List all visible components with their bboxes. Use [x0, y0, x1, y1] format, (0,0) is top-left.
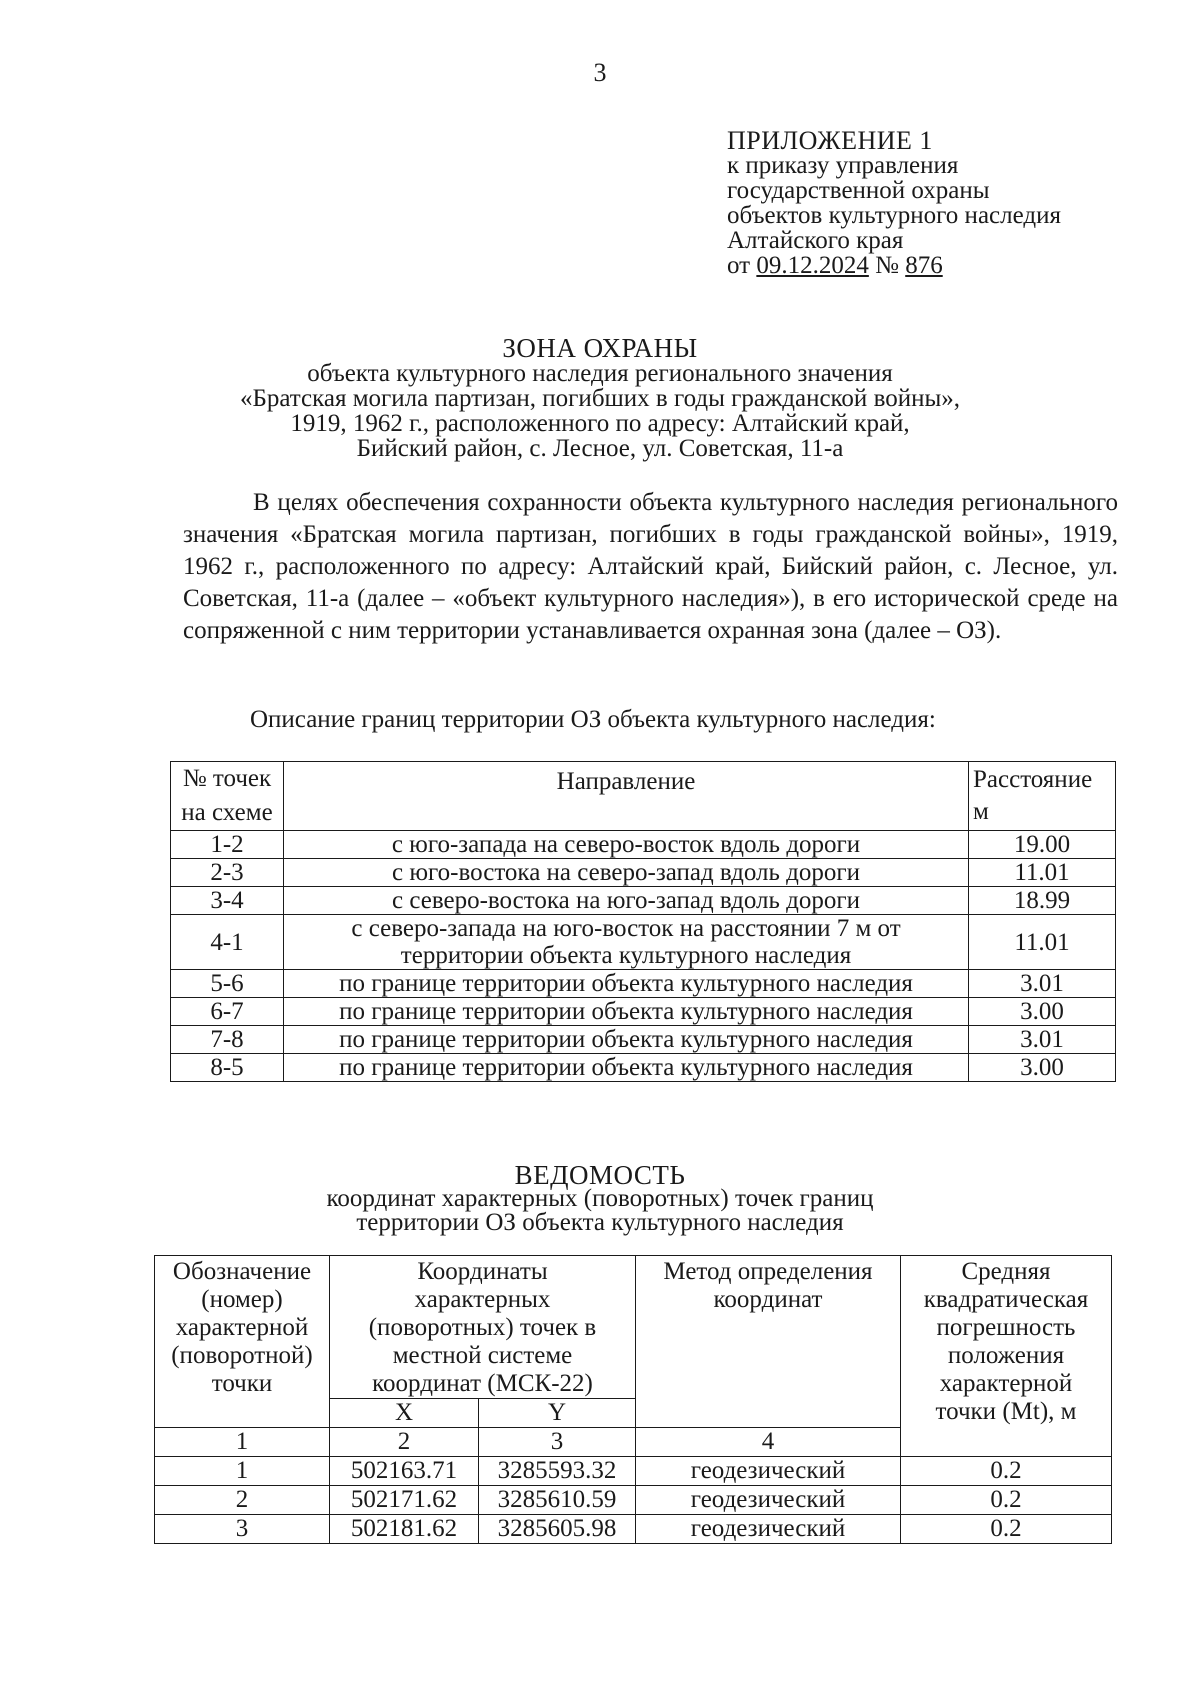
coordinates-table — [154, 1255, 1112, 1544]
cell-direction: по границе территории объекта культурного наследия — [284, 998, 969, 1026]
cell-points: 6-7 — [171, 998, 284, 1026]
cell-points: 8-5 — [171, 1054, 284, 1082]
cell-points: 3-4 — [171, 887, 284, 915]
header-x: X — [330, 1399, 479, 1428]
cell-direction — [284, 915, 969, 970]
zone-heading — [0, 333, 1200, 462]
header-points-line: № точек — [182, 765, 272, 792]
column-number: 2 — [330, 1428, 479, 1457]
header-line: (поворотной) — [171, 1342, 313, 1369]
zone-subtitle-line: 1919, 1962 г., расположенного по адресу: Алтайский край, — [290, 410, 910, 437]
header-direction: Направление — [284, 762, 969, 831]
table-row — [171, 887, 1116, 915]
cell-distance: 3.01 — [969, 1026, 1116, 1054]
table-row — [171, 915, 1116, 970]
intro-paragraph: В целях обеспечения сохранности объекта культурного наследия регионального значения «Братская могила партизан, погибших в годы гражданской войны», 1919, 1962 г., расположенного по адресу: Алтайский край, Бийский район, с. Лесное, ул. Советская, 11-а (далее – «объект культурного наследия»), в его исторической среде на сопряженной с ним территории устанавливается охранная зона (далее – ОЗ). — [183, 489, 1118, 644]
appendix-order-line — [727, 253, 1061, 278]
cell-point: 2 — [155, 1486, 330, 1515]
appendix-title: ПРИЛОЖЕНИЕ 1 — [727, 126, 933, 155]
cell-x: 502171.62 — [330, 1486, 479, 1515]
table-row — [171, 1054, 1116, 1082]
cell-error: 0.2 — [901, 1486, 1112, 1515]
zone-subtitle-line: объекта культурного наследия регионального значения — [307, 360, 893, 387]
header-distance — [969, 762, 1116, 831]
table-row — [171, 998, 1116, 1026]
cell-distance: 11.01 — [969, 859, 1116, 887]
table-row — [155, 1515, 1112, 1544]
column-number: 4 — [636, 1428, 901, 1457]
order-date: 09.12.2024 — [756, 252, 869, 279]
order-number-label: № — [875, 252, 899, 279]
cell-point: 1 — [155, 1457, 330, 1486]
cell-direction-line: с северо-запада на юго-восток на расстоянии 7 м от — [351, 915, 901, 942]
cell-y: 3285605.98 — [479, 1515, 636, 1544]
table-header-row — [155, 1256, 1112, 1399]
order-from-label: от — [727, 252, 751, 279]
cell-points: 5-6 — [171, 970, 284, 998]
vedomost-heading — [0, 1160, 1200, 1236]
header-line: погрешность — [936, 1314, 1076, 1341]
table-row — [171, 1026, 1116, 1054]
vedomost-subtitle-line: территории ОЗ объекта культурного наследия — [356, 1209, 844, 1236]
appendix-line: государственной охраны — [727, 177, 990, 204]
cell-direction-line: территории объекта культурного наследия — [400, 942, 852, 969]
header-line: Метод определения — [663, 1258, 873, 1285]
cell-direction: с северо-востока на юго-запад вдоль дороги — [284, 887, 969, 915]
header-y: Y — [479, 1399, 636, 1428]
table-row — [155, 1457, 1112, 1486]
header-line: (номер) — [201, 1286, 283, 1313]
zone-subtitle-line: «Братская могила партизан, погибших в годы гражданской войны», — [239, 385, 961, 412]
header-line: точки (Mt), м — [935, 1398, 1077, 1425]
header-line: координат — [713, 1286, 823, 1313]
cell-method: геодезический — [636, 1457, 901, 1486]
header-line: характерных — [414, 1286, 551, 1313]
cell-error: 0.2 — [901, 1457, 1112, 1486]
cell-point: 3 — [155, 1515, 330, 1544]
header-distance-line: Расстояние — [973, 766, 1093, 793]
header-line: Обозначение — [172, 1258, 312, 1285]
header-line: местной системе — [392, 1342, 573, 1369]
zone-subtitle-line: Бийский район, с. Лесное, ул. Советская, 11-а — [356, 435, 844, 462]
header-line: положения — [947, 1342, 1065, 1369]
header-line: (поворотных) точек в — [368, 1314, 597, 1341]
header-line: характерной — [939, 1370, 1073, 1397]
boundary-caption: Описание границ территории ОЗ объекта культурного наследия: — [250, 706, 936, 733]
appendix-line: объектов культурного наследия — [727, 202, 1061, 229]
table-row — [171, 831, 1116, 859]
cell-method: геодезический — [636, 1515, 901, 1544]
cell-distance: 19.00 — [969, 831, 1116, 859]
order-number: 876 — [905, 252, 943, 279]
cell-distance: 3.01 — [969, 970, 1116, 998]
header-error — [901, 1256, 1112, 1457]
header-designation — [155, 1256, 330, 1428]
cell-distance: 3.00 — [969, 998, 1116, 1026]
header-points — [171, 762, 284, 831]
cell-points: 2-3 — [171, 859, 284, 887]
table-row — [171, 859, 1116, 887]
column-number: 3 — [479, 1428, 636, 1457]
cell-error: 0.2 — [901, 1515, 1112, 1544]
cell-points: 1-2 — [171, 831, 284, 859]
cell-y: 3285610.59 — [479, 1486, 636, 1515]
cell-method: геодезический — [636, 1486, 901, 1515]
cell-points: 4-1 — [171, 915, 284, 970]
appendix-line: к приказу управления — [727, 152, 959, 179]
cell-distance: 18.99 — [969, 887, 1116, 915]
cell-direction: по границе территории объекта культурного наследия — [284, 970, 969, 998]
cell-direction: с юго-востока на северо-запад вдоль дороги — [284, 859, 969, 887]
cell-y: 3285593.32 — [479, 1457, 636, 1486]
table-row — [171, 970, 1116, 998]
appendix-line: Алтайского края — [727, 227, 904, 254]
header-line: квадратическая — [923, 1286, 1089, 1313]
zone-title: ЗОНА ОХРАНЫ — [502, 333, 698, 363]
header-distance-line: м — [973, 798, 989, 825]
appendix-block — [727, 128, 1061, 278]
cell-distance: 11.01 — [969, 915, 1116, 970]
header-method — [636, 1256, 901, 1428]
header-coordinates — [330, 1256, 636, 1399]
header-line: координат (МСК-22) — [372, 1370, 593, 1397]
cell-points: 7-8 — [171, 1026, 284, 1054]
vedomost-title: ВЕДОМОСТЬ — [514, 1160, 686, 1190]
table-row — [155, 1486, 1112, 1515]
cell-x: 502181.62 — [330, 1515, 479, 1544]
table-header-row — [171, 762, 1116, 831]
cell-direction: с юго-запада на северо-восток вдоль дороги — [284, 831, 969, 859]
header-line: Координаты — [417, 1258, 548, 1285]
header-line: точки — [211, 1370, 273, 1397]
cell-x: 502163.71 — [330, 1457, 479, 1486]
vedomost-subtitle-line: координат характерных (поворотных) точек границ — [326, 1185, 874, 1212]
header-line: Средняя — [961, 1258, 1051, 1285]
page-number: 3 — [593, 58, 607, 87]
header-points-line: на схеме — [181, 799, 273, 826]
cell-direction: по границе территории объекта культурного наследия — [284, 1026, 969, 1054]
column-number: 1 — [155, 1428, 330, 1457]
header-line: характерной — [175, 1314, 309, 1341]
boundary-table — [170, 761, 1116, 1082]
cell-direction: по границе территории объекта культурного наследия — [284, 1054, 969, 1082]
cell-distance: 3.00 — [969, 1054, 1116, 1082]
